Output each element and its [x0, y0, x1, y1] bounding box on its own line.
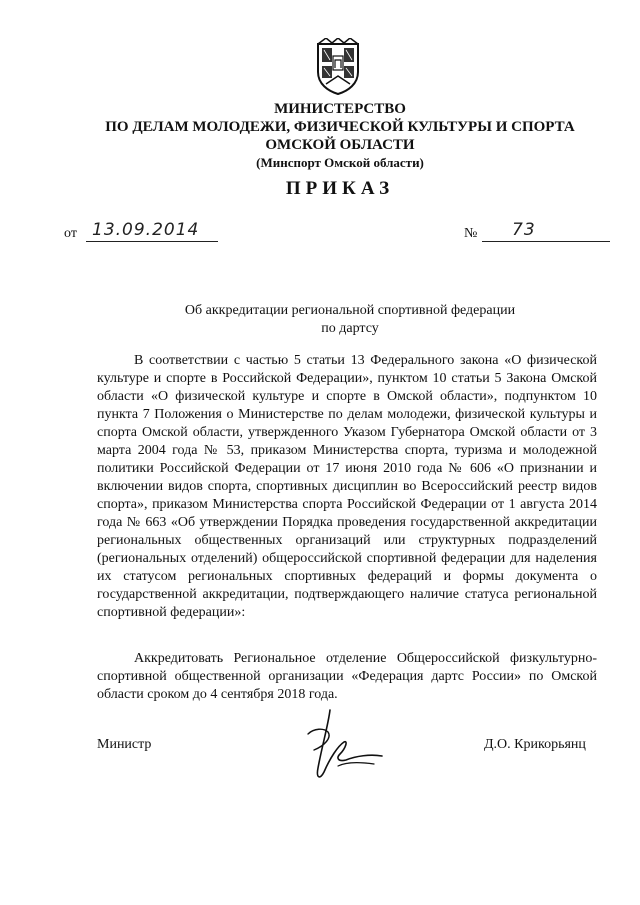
date-field	[64, 220, 200, 242]
ministry-header	[60, 100, 620, 172]
date-value: 13.09.2014	[92, 220, 200, 240]
number-field	[464, 220, 536, 242]
ministry-line-3: ОМСКОЙ ОБЛАСТИ	[265, 137, 415, 153]
paragraph-text: В соответствии с частью 5 статьи 13 Федерального закона «О физической культуре и спорте в Российской Федерации», пунктом 10 статьи 5 Закона Омской области «О физической культуре и спорте в Омской области», подпунктом 10 пункта 7 Положения о Министерстве по делам молодежи, физической культуры и спорта Омской области, утвержденного Указом Губернатора Омской области от 3 марта 2004 года № 53, приказом Министерства спорта, туризма и молодежной политики Российской Федерации от 17 июня 2010 года № 606 «О признании и включении видов спорта, спортивных дисциплин во Всероссийский реестр видов спорта», приказом Министерства спорта Российской Федерации от 1 августа 2014 года № 663 «Об утверждении Порядка проведения государственной аккредитации региональных общественных организаций или структурных подразделений (региональных отделений) общероссийской спортивной федерации для наделения их статусом региональных спортивных федераций и формы документа о государственной аккредитации, подтверждающего наличие статуса региональной спортивной федерации»:	[97, 353, 597, 620]
ministry-line-2: ПО ДЕЛАМ МОЛОДЕЖИ, ФИЗИЧЕСКОЙ КУЛЬТУРЫ И СПОРТА	[105, 119, 575, 135]
signer-name: Д.О. Крикорьянц	[484, 737, 586, 752]
ministry-short-name: (Минспорт Омской области)	[256, 155, 424, 170]
date-underline	[86, 241, 218, 242]
signer-title: Министр	[97, 737, 152, 752]
number-prefix: №	[464, 226, 478, 241]
document-subject	[160, 302, 540, 338]
number-value: 73	[512, 220, 536, 240]
date-prefix: от	[64, 226, 77, 241]
handwritten-signature	[278, 706, 388, 786]
number-underline	[482, 241, 610, 242]
subject-line-2: по дартсу	[321, 321, 379, 336]
coat-of-arms-icon	[314, 38, 362, 96]
document-type-title: ПРИКАЗ	[285, 178, 395, 199]
paragraph-text: Аккредитовать Региональное отделение Общероссийской физкультурно-спортивной общественной организации «Федерация дартс России» по Омской области сроком до 4 сентября 2018 года.	[97, 651, 597, 702]
ministry-line-1: МИНИСТЕРСТВО	[274, 101, 406, 117]
body-paragraph-2	[97, 650, 597, 704]
subject-line-1: Об аккредитации региональной спортивной федерации	[184, 303, 516, 318]
body-paragraph-1	[97, 352, 597, 622]
